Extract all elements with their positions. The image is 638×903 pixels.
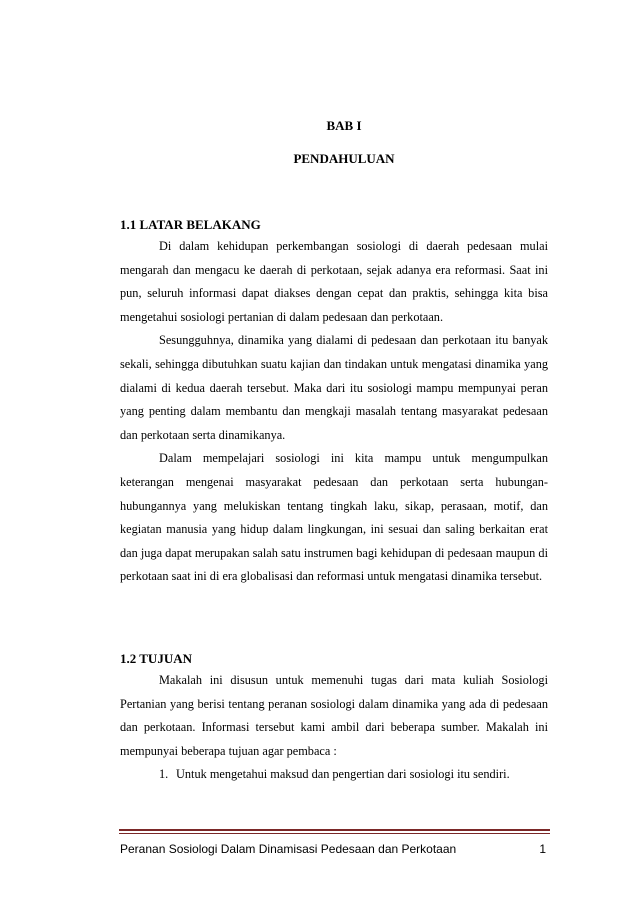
paragraph: Makalah ini disusun untuk memenuhi tugas dari mata kuliah Sosiologi Pertanian yang berisi tentang peranan sosiologi dalam dinamika yang ada di pedesaan dan perkotaan. Informasi tersebut kami ambil dari beberapa sumber. Makalah ini mempunyai beberapa tujuan agar pembaca : — [120, 673, 548, 758]
list-item-text: Untuk mengetahui maksud dan pengertian dari sosiologi itu sendiri. — [176, 767, 510, 782]
section-heading-tujuan: 1.2 TUJUAN — [120, 651, 192, 666]
paragraph: Sesungguhnya, dinamika yang dialami di pedesaan dan perkotaan itu banyak sekali, sehingga dibutuhkan suatu kajian dan tindakan untuk mengatasi dinamika yang dialami di kedua daerah tersebut. Maka dari itu sosiologi mampu mempunyai peran yang penting dalam membantu dan mengkaji masalah tentang masyarakat pedesaan dan perkotaan serta dinamikanya. — [120, 333, 548, 442]
section-heading-latar-belakang: 1.1 LATAR BELAKANG — [120, 217, 261, 232]
footer-title: Peranan Sosiologi Dalam Dinamisasi Pedesaan dan Perkotaan — [120, 842, 457, 856]
purpose-list — [120, 763, 548, 787]
chapter-number: BAB I — [326, 118, 362, 133]
list-item-number: 1. — [159, 767, 169, 782]
page-number: 1 — [539, 842, 546, 856]
footer-rule-thin — [119, 833, 550, 834]
paragraph: Dalam mempelajari sosiologi ini kita mampu untuk mengumpulkan keterangan mengenai masyarakat pedesaan dan perkotaan serta hubungan-hubungannya yang melukiskan tentang tingkah laku, sikap, perasaan, motif, dan kegiatan manusia yang hidup dalam lingkungan, ini sesuai dan saling berkaitan erat dan juga dapat merupakan salah satu instrumen bagi kehidupan di pedesaan maupun di perkotaan saat ini di era globalisasi dan reformasi untuk mengatasi dinamika tersebut. — [120, 451, 548, 584]
list-item — [120, 763, 548, 787]
section-body-tujuan — [120, 669, 548, 787]
paragraph: Di dalam kehidupan perkembangan sosiologi di daerah pedesaan mulai mengarah dan mengacu ke daerah di perkotaan, sejak adanya era reformasi. Saat ini pun, seluruh informasi dapat diakses dengan cepat dan praktis, sehingga kita bisa mengetahui sosiologi pertanian di dalam pedesaan dan perkotaan. — [120, 239, 548, 324]
chapter-title: PENDAHULUAN — [293, 151, 395, 166]
section-body-latar-belakang — [120, 235, 548, 589]
footer-rule — [119, 829, 550, 831]
